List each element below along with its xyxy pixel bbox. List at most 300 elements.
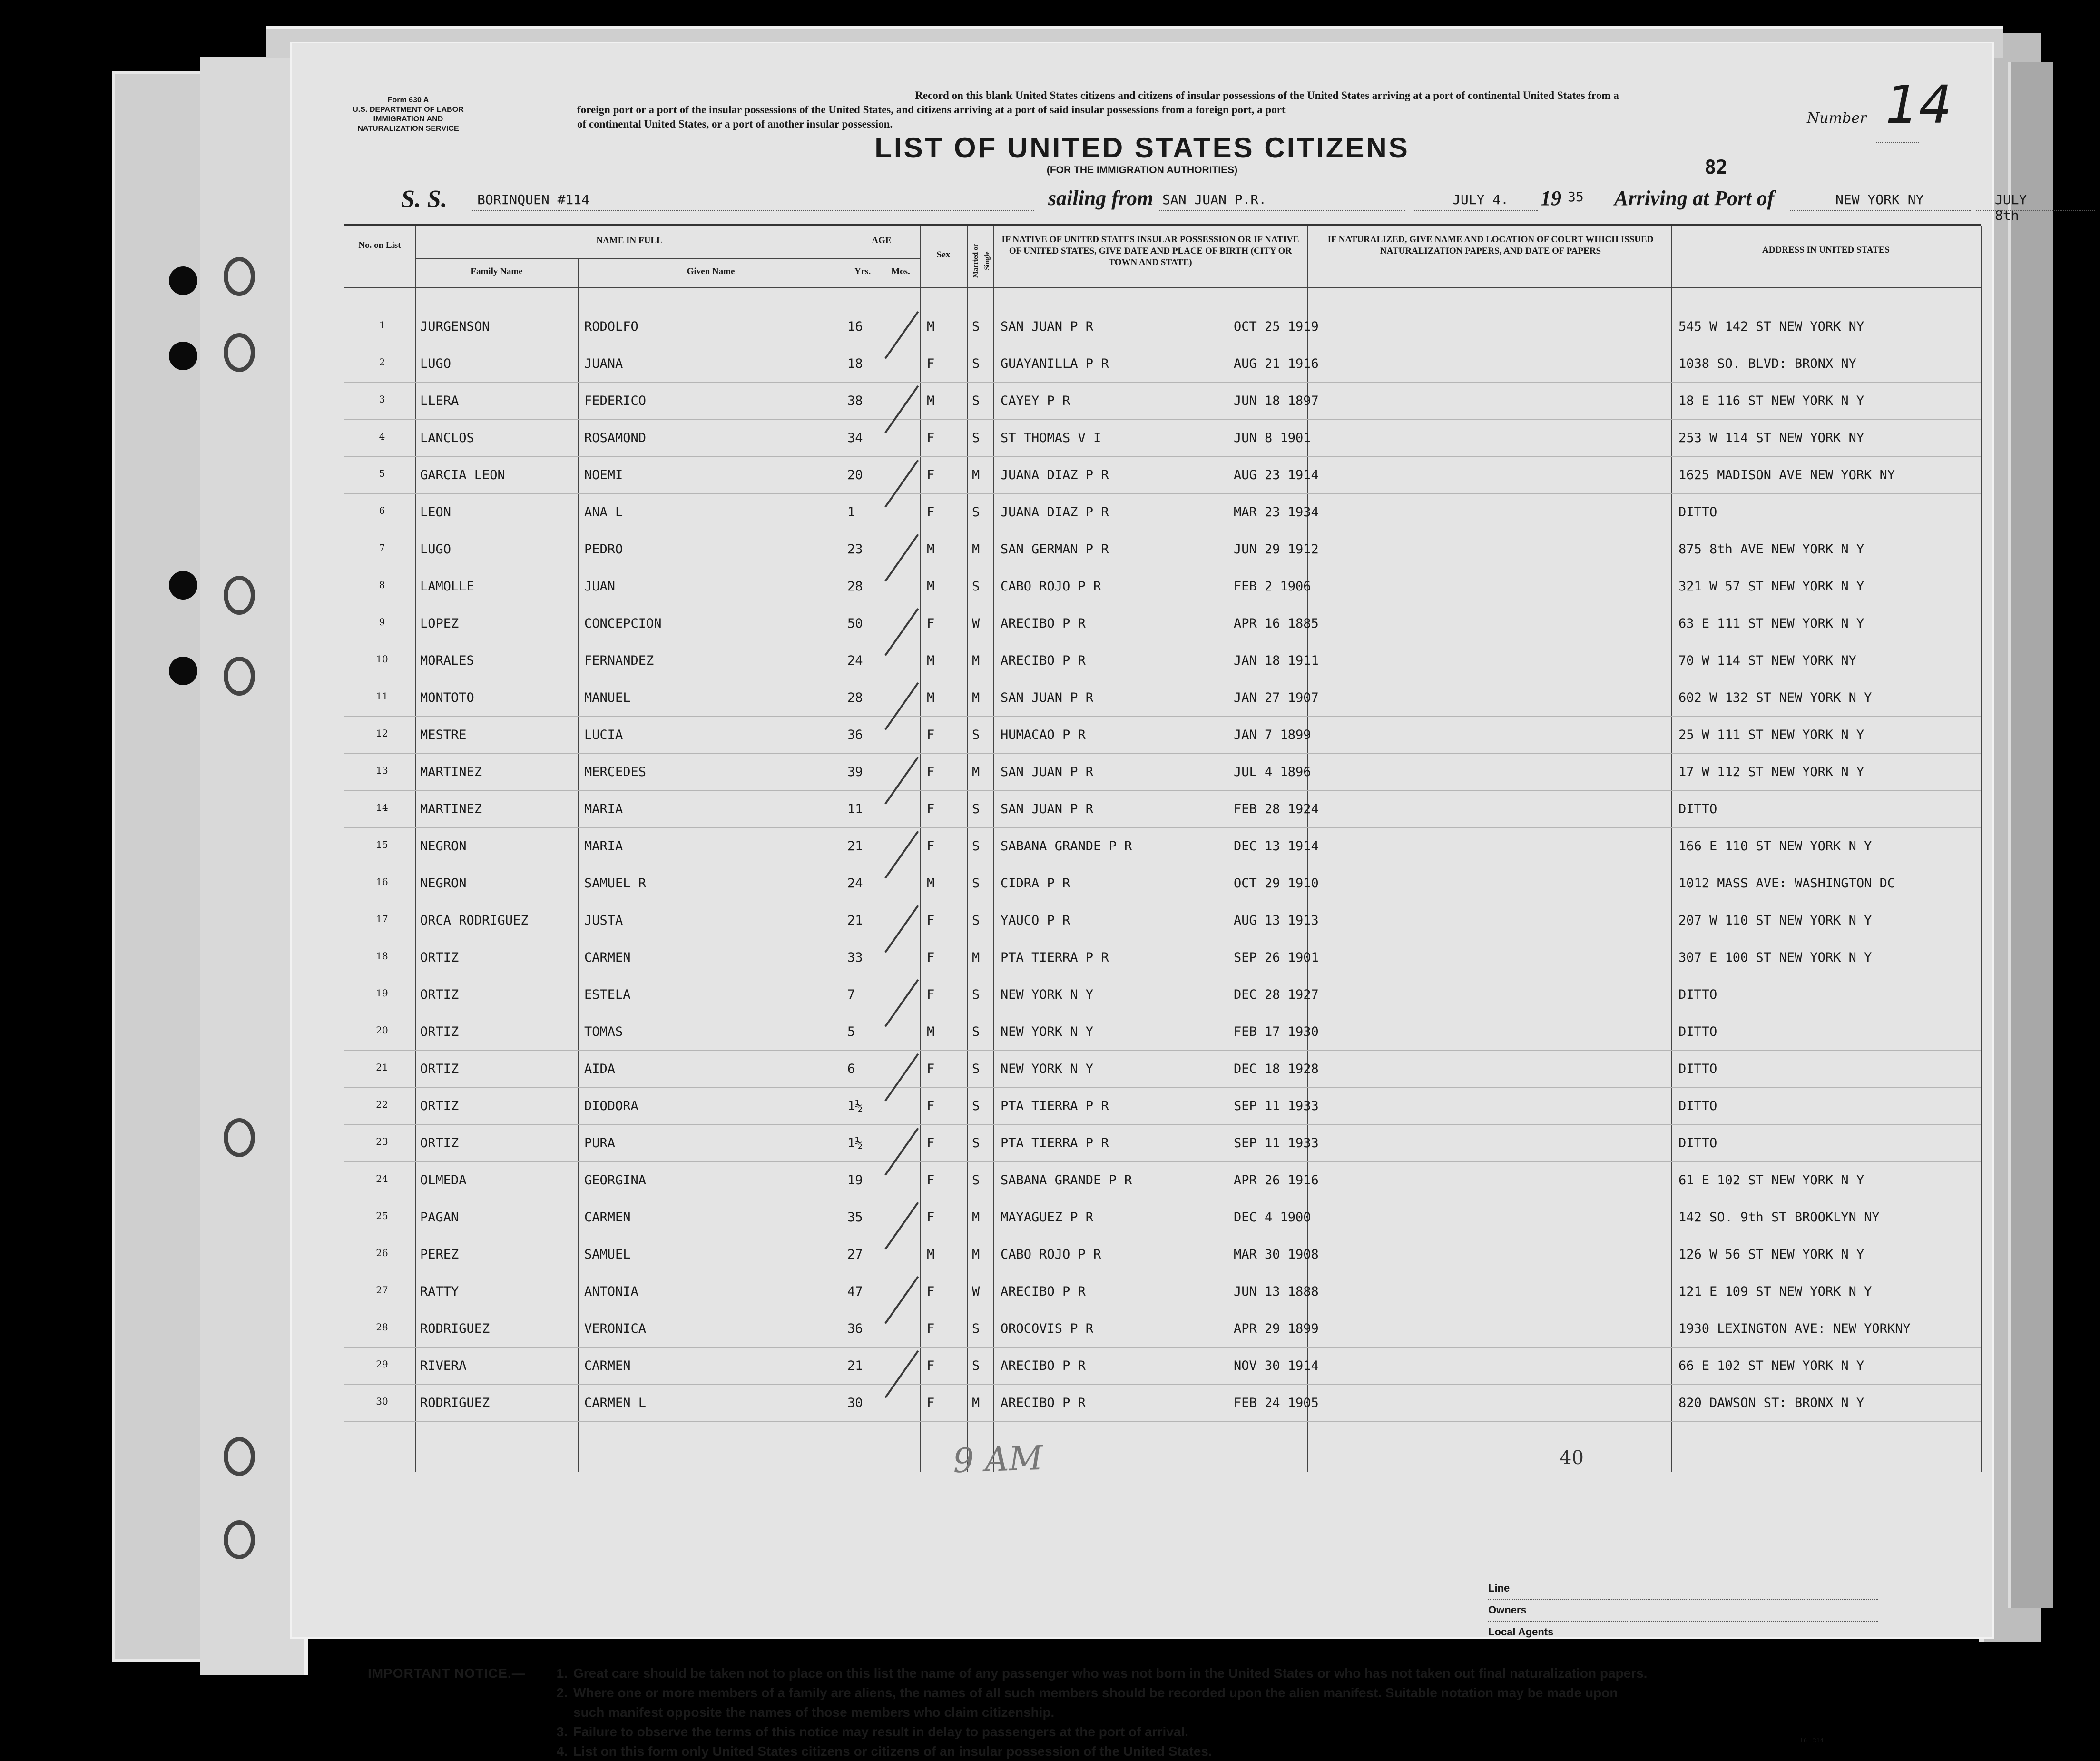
- ship-name: BORINQUEN #114: [477, 192, 590, 207]
- row-number: 27: [376, 1284, 388, 1296]
- marital-status: S: [972, 1062, 980, 1076]
- birth-place: SAN JUAN P R: [1001, 765, 1094, 779]
- sex: F: [927, 1358, 935, 1373]
- row-number: 19: [376, 987, 388, 999]
- age: 39: [847, 765, 863, 779]
- marital-status: S: [972, 394, 980, 408]
- birth-date: APR 16 1885: [1234, 616, 1319, 631]
- sex: M: [927, 653, 935, 668]
- birth-date: JUL 4 1896: [1234, 765, 1311, 779]
- marital-status: S: [972, 987, 980, 1002]
- given-name: MARIA: [584, 839, 623, 854]
- table-row: [344, 606, 1981, 643]
- family-name: LANCLOS: [420, 431, 474, 445]
- row-number: 21: [376, 1062, 388, 1073]
- notice-text: Great care should be taken not to place on this list the name of any passenger who was not born in the United States or who has not taken out final naturalization papers.: [573, 1666, 1648, 1681]
- table-row: [344, 1200, 1981, 1237]
- notice-number: 4.: [556, 1744, 568, 1759]
- line-label: Line: [1488, 1582, 1510, 1594]
- birth-place: JUANA DIAZ P R: [1001, 505, 1109, 520]
- form-instructions: [577, 89, 1957, 131]
- sex: F: [927, 1062, 935, 1076]
- marital-status: M: [972, 542, 980, 557]
- notice-text: such manifest opposite the names of those members who claim citizenship.: [573, 1705, 1055, 1720]
- given-name: CARMEN: [584, 1358, 631, 1373]
- birth-place: SAN JUAN P R: [1001, 319, 1094, 334]
- address: 1625 MADISON AVE NEW YORK NY: [1678, 468, 1895, 482]
- sex: F: [927, 1396, 935, 1410]
- birth-date: JUN 8 1901: [1234, 431, 1311, 445]
- given-name: LUCIA: [584, 728, 623, 742]
- marital-status: M: [972, 468, 980, 482]
- row-number: 3: [379, 394, 385, 405]
- department-name: U.S. DEPARTMENT OF LABOR: [353, 106, 464, 114]
- header-bottom: [344, 287, 1981, 288]
- departure-port: SAN JUAN P.R.: [1162, 192, 1267, 207]
- birth-date: DEC 18 1928: [1234, 1062, 1319, 1076]
- marital-status: S: [972, 802, 980, 817]
- binder-hole: [169, 342, 197, 370]
- row-rule: [344, 1384, 1981, 1385]
- address: DITTO: [1678, 1062, 1717, 1076]
- address: 602 W 132 ST NEW YORK N Y: [1678, 690, 1872, 705]
- service-name: NATURALIZATION SERVICE: [357, 125, 459, 133]
- birth-date: DEC 4 1900: [1234, 1210, 1311, 1225]
- number-label: Number: [1807, 110, 1867, 127]
- address: DITTO: [1678, 1024, 1717, 1039]
- sex: M: [927, 579, 935, 594]
- address: 820 DAWSON ST: BRONX N Y: [1678, 1396, 1864, 1410]
- header-family-name: Family Name: [471, 266, 523, 276]
- family-name: OLMEDA: [420, 1173, 467, 1188]
- row-rule: [344, 1161, 1981, 1162]
- given-name: VERONICA: [584, 1321, 647, 1336]
- row-rule: [344, 1050, 1981, 1051]
- row-rule: [344, 419, 1981, 420]
- birth-date: DEC 13 1914: [1234, 839, 1319, 854]
- notice-item: [368, 1683, 1938, 1702]
- birth-place: MAYAGUEZ P R: [1001, 1210, 1094, 1225]
- birth-date: AUG 13 1913: [1234, 913, 1319, 928]
- birth-place: PTA TIERRA P R: [1001, 950, 1109, 965]
- given-name: TOMAS: [584, 1024, 623, 1039]
- family-name: ORTIZ: [420, 1136, 459, 1151]
- instruction-line: Record on this blank United States citizens and citizens of insular possessions of the United States arriving at a port of continental United States from a: [915, 89, 1619, 101]
- instruction-line: of continental United States, or a port of another insular possession.: [577, 118, 893, 130]
- sex: F: [927, 728, 935, 742]
- sex: F: [927, 616, 935, 631]
- address: 63 E 111 ST NEW YORK N Y: [1678, 616, 1864, 631]
- binder-hole: [169, 266, 197, 295]
- given-name: AIDA: [584, 1062, 616, 1076]
- marital-status: S: [972, 431, 980, 445]
- age: 21: [847, 1358, 863, 1373]
- binder-ring: [224, 1520, 255, 1559]
- row-number: 23: [376, 1136, 388, 1147]
- table-row: [344, 754, 1981, 791]
- given-name: ROSAMOND: [584, 431, 647, 445]
- given-name: GEORGINA: [584, 1173, 647, 1188]
- underline: [472, 210, 1034, 211]
- birth-place: ST THOMAS V I: [1001, 431, 1101, 445]
- row-number: 15: [376, 839, 388, 850]
- row-rule: [344, 1124, 1981, 1125]
- table-row: [344, 346, 1981, 383]
- marital-status: M: [972, 653, 980, 668]
- sex: F: [927, 468, 935, 482]
- birth-place: SAN GERMAN P R: [1001, 542, 1109, 557]
- birth-date: FEB 17 1930: [1234, 1024, 1319, 1039]
- address: 66 E 102 ST NEW YORK N Y: [1678, 1358, 1864, 1373]
- binder-ring: [224, 657, 255, 696]
- row-number: 28: [376, 1321, 388, 1333]
- age: 28: [847, 579, 863, 594]
- header-address: ADDRESS IN UNITED STATES: [1762, 245, 1890, 255]
- address: DITTO: [1678, 987, 1717, 1002]
- marital-status: S: [972, 1321, 980, 1336]
- birth-place: ARECIBO P R: [1001, 1358, 1086, 1373]
- table-row: [344, 1051, 1981, 1088]
- family-name: ORTIZ: [420, 1062, 459, 1076]
- header-sex: Sex: [936, 250, 951, 260]
- row-number: 1: [379, 319, 385, 331]
- header-married-single: Married or Single: [972, 243, 991, 278]
- sex: F: [927, 1173, 935, 1188]
- row-rule: [344, 493, 1981, 494]
- sex: M: [927, 690, 935, 705]
- table-row: [344, 940, 1981, 977]
- row-rule: [344, 1087, 1981, 1088]
- notice-text: Failure to observe the terms of this notice may result in delay to passengers at the port of arrival.: [573, 1724, 1189, 1739]
- total-count: 40: [1560, 1447, 1584, 1469]
- birth-place: HUMACAO P R: [1001, 728, 1086, 742]
- background-page-edge: [2008, 62, 2053, 1608]
- address: 18 E 116 ST NEW YORK N Y: [1678, 394, 1864, 408]
- birth-place: NEW YORK N Y: [1001, 1024, 1094, 1039]
- birth-place: SAN JUAN P R: [1001, 690, 1094, 705]
- row-number: 26: [376, 1247, 388, 1259]
- table-row: [344, 903, 1981, 940]
- birth-place: ARECIBO P R: [1001, 1396, 1086, 1410]
- marital-status: S: [972, 579, 980, 594]
- table-row: [344, 680, 1981, 717]
- table-row: [344, 717, 1981, 754]
- header-name-in-full: NAME IN FULL: [596, 236, 663, 246]
- address: DITTO: [1678, 802, 1717, 817]
- address: 1012 MASS AVE: WASHINGTON DC: [1678, 876, 1895, 891]
- row-number: 16: [376, 876, 388, 887]
- birth-date: OCT 25 1919: [1234, 319, 1319, 334]
- birth-date: NOV 30 1914: [1234, 1358, 1319, 1373]
- birth-date: JUN 18 1897: [1234, 394, 1319, 408]
- birth-date: DEC 28 1927: [1234, 987, 1319, 1002]
- address: 307 E 100 ST NEW YORK N Y: [1678, 950, 1872, 965]
- sex: F: [927, 987, 935, 1002]
- birth-date: JAN 27 1907: [1234, 690, 1319, 705]
- family-name: PAGAN: [420, 1210, 459, 1225]
- address: 1930 LEXINGTON AVE: NEW YORKNY: [1678, 1321, 1911, 1336]
- family-name: MONTOTO: [420, 690, 474, 705]
- table-row: [344, 531, 1981, 569]
- age: 16: [847, 319, 863, 334]
- address: 253 W 114 ST NEW YORK NY: [1678, 431, 1864, 445]
- sex: F: [927, 802, 935, 817]
- family-name: ORTIZ: [420, 950, 459, 965]
- birth-date: FEB 2 1906: [1234, 579, 1311, 594]
- birth-place: NEW YORK N Y: [1001, 1062, 1094, 1076]
- header-divider: [844, 258, 920, 259]
- age: 1½: [847, 1136, 863, 1151]
- family-name: LOPEZ: [420, 616, 459, 631]
- row-number: 5: [379, 468, 385, 479]
- birth-date: JAN 7 1899: [1234, 728, 1311, 742]
- family-name: RIVERA: [420, 1358, 467, 1373]
- row-number: 18: [376, 950, 388, 962]
- notice-indent: [368, 1722, 539, 1741]
- row-number: 24: [376, 1173, 388, 1184]
- service-name: IMMIGRATION AND: [373, 115, 443, 123]
- table-row: [344, 1014, 1981, 1051]
- row-number: 25: [376, 1210, 388, 1221]
- binder-ring: [224, 1437, 255, 1476]
- notice-item: [368, 1663, 1938, 1683]
- notice-number: 3.: [556, 1724, 568, 1739]
- age: 24: [847, 876, 863, 891]
- family-name: MESTRE: [420, 728, 467, 742]
- sex: F: [927, 1210, 935, 1225]
- sex: M: [927, 1024, 935, 1039]
- notice-item: [368, 1722, 1938, 1741]
- underline: [1414, 210, 1538, 211]
- birth-place: ARECIBO P R: [1001, 616, 1086, 631]
- family-name: MORALES: [420, 653, 474, 668]
- row-number: 30: [376, 1396, 388, 1407]
- given-name: JUSTA: [584, 913, 623, 928]
- family-name: RODRIGUEZ: [420, 1321, 490, 1336]
- given-name: CONCEPCION: [584, 616, 662, 631]
- age: 20: [847, 468, 863, 482]
- important-notice: [368, 1663, 1938, 1761]
- row-rule: [344, 1421, 1981, 1422]
- sex: M: [927, 319, 935, 334]
- given-name: PURA: [584, 1136, 616, 1151]
- family-name: ORCA RODRIGUEZ: [420, 913, 529, 928]
- table-row: [344, 866, 1981, 903]
- address: 25 W 111 ST NEW YORK N Y: [1678, 728, 1864, 742]
- birth-date: APR 26 1916: [1234, 1173, 1319, 1188]
- given-name: RODOLFO: [584, 319, 638, 334]
- family-name: LEON: [420, 505, 451, 520]
- row-rule: [344, 753, 1981, 754]
- family-name: NEGRON: [420, 839, 467, 854]
- header-naturalized: IF NATURALIZED, GIVE NAME AND LOCATION OF COURT WHICH ISSUED NATURALIZATION PAPERS, AND DATE OF PAPERS: [1327, 235, 1654, 256]
- given-name: FERNANDEZ: [584, 653, 654, 668]
- binder-hole: [169, 657, 197, 685]
- family-name: ORTIZ: [420, 987, 459, 1002]
- address: 17 W 112 ST NEW YORK N Y: [1678, 765, 1864, 779]
- table-row: [344, 457, 1981, 494]
- table-row: [344, 1311, 1981, 1348]
- row-number: 4: [379, 431, 385, 442]
- address: 875 8th AVE NEW YORK N Y: [1678, 542, 1864, 557]
- family-name: GARCIA LEON: [420, 468, 505, 482]
- row-number: 8: [379, 579, 385, 590]
- given-name: ANTONIA: [584, 1284, 638, 1299]
- sex: M: [927, 542, 935, 557]
- sex: F: [927, 1099, 935, 1113]
- page-stamp: 82: [1705, 157, 1728, 178]
- age: 36: [847, 1321, 863, 1336]
- list-number: 14: [1885, 74, 1952, 135]
- address: 207 W 110 ST NEW YORK N Y: [1678, 913, 1872, 928]
- marital-status: W: [972, 1284, 980, 1299]
- header-no-on-list: No. on List: [358, 240, 401, 250]
- birth-place: CABO ROJO P R: [1001, 1247, 1101, 1262]
- given-name: MERCEDES: [584, 765, 647, 779]
- address: 166 E 110 ST NEW YORK N Y: [1678, 839, 1872, 854]
- given-name: ESTELA: [584, 987, 631, 1002]
- family-name: PEREZ: [420, 1247, 459, 1262]
- birth-date: MAR 30 1908: [1234, 1247, 1319, 1262]
- row-rule: [344, 1347, 1981, 1348]
- row-number: 9: [379, 616, 385, 628]
- arrival-date: JULY 8th: [1995, 192, 2027, 223]
- binder-ring: [224, 333, 255, 372]
- notice-number: [539, 1702, 573, 1722]
- row-number: 22: [376, 1099, 388, 1110]
- line-field: [1488, 1578, 1878, 1600]
- binder-ring: [224, 576, 255, 615]
- age: 19: [847, 1173, 863, 1188]
- marital-status: S: [972, 876, 980, 891]
- sex: M: [927, 394, 935, 408]
- sex: M: [927, 876, 935, 891]
- notice-list: [368, 1663, 1938, 1761]
- age: 34: [847, 431, 863, 445]
- birth-place: OROCOVIS P R: [1001, 1321, 1094, 1336]
- row-number: 11: [376, 690, 388, 702]
- age: 11: [847, 802, 863, 817]
- birth-date: JAN 18 1911: [1234, 653, 1319, 668]
- age: 30: [847, 1396, 863, 1410]
- family-name: RATTY: [420, 1284, 459, 1299]
- row-number: 14: [376, 802, 388, 813]
- birth-place: GUAYANILLA P R: [1001, 356, 1109, 371]
- row-rule: [344, 716, 1981, 717]
- row-number: 12: [376, 728, 388, 739]
- sex: F: [927, 839, 935, 854]
- row-rule: [344, 456, 1981, 457]
- family-name: MARTINEZ: [420, 802, 482, 817]
- citizens-table: [344, 224, 1981, 1472]
- table-row: [344, 1274, 1981, 1311]
- sex: F: [927, 431, 935, 445]
- table-row: [344, 977, 1981, 1014]
- departure-year: 35: [1568, 189, 1584, 205]
- sex: F: [927, 1284, 935, 1299]
- underline: [1158, 210, 1405, 211]
- family-name: RODRIGUEZ: [420, 1396, 490, 1410]
- row-number: 10: [376, 653, 388, 665]
- row-number: 29: [376, 1358, 388, 1370]
- notice-indent: [368, 1702, 539, 1722]
- birth-date: FEB 28 1924: [1234, 802, 1319, 817]
- sex: F: [927, 1321, 935, 1336]
- birth-place: ARECIBO P R: [1001, 653, 1086, 668]
- birth-date: AUG 21 1916: [1234, 356, 1319, 371]
- header-given-name: Given Name: [687, 266, 735, 276]
- row-rule: [344, 790, 1981, 791]
- header-birthplace: IF NATIVE OF UNITED STATES INSULAR POSSESSION OR IF NATIVE OF UNITED STATES, GIVE DATE AND PLACE OF BIRTH (CITY OR TOWN AND STATE): [1001, 235, 1299, 267]
- age: 35: [847, 1210, 863, 1225]
- age: 47: [847, 1284, 863, 1299]
- marital-status: S: [972, 1358, 980, 1373]
- notice-indent: [368, 1683, 539, 1702]
- age: 28: [847, 690, 863, 705]
- notice-item: [368, 1702, 1938, 1722]
- age: 5: [847, 1024, 855, 1039]
- binder-hole: [169, 571, 197, 600]
- birth-place: SAN JUAN P R: [1001, 802, 1094, 817]
- notice-text: Where one or more members of a family are aliens, the names of all such members should be recorded upon the alien manifest. Suitable notation may be made upon: [573, 1685, 1618, 1700]
- family-name: ORTIZ: [420, 1024, 459, 1039]
- given-name: FEDERICO: [584, 394, 647, 408]
- marital-status: S: [972, 505, 980, 520]
- address: DITTO: [1678, 1136, 1717, 1151]
- row-number: 2: [379, 356, 385, 368]
- birth-date: JUN 13 1888: [1234, 1284, 1319, 1299]
- birth-place: SABANA GRANDE P R: [1001, 1173, 1132, 1188]
- age: 38: [847, 394, 863, 408]
- address: 321 W 57 ST NEW YORK N Y: [1678, 579, 1864, 594]
- birth-place: PTA TIERRA P R: [1001, 1099, 1109, 1113]
- marital-status: S: [972, 1099, 980, 1113]
- address: DITTO: [1678, 1099, 1717, 1113]
- marital-status: W: [972, 616, 980, 631]
- family-name: LLERA: [420, 394, 459, 408]
- page-subtitle: (FOR THE IMMIGRATION AUTHORITIES): [1046, 165, 1238, 176]
- given-name: SAMUEL R: [584, 876, 647, 891]
- marital-status: M: [972, 1247, 980, 1262]
- row-number: 13: [376, 765, 388, 776]
- age: 36: [847, 728, 863, 742]
- underline: [1976, 210, 2095, 211]
- birth-place: CIDRA P R: [1001, 876, 1070, 891]
- arriving-label: Arriving at Port of: [1614, 187, 1775, 210]
- marital-status: S: [972, 728, 980, 742]
- marital-status: S: [972, 319, 980, 334]
- binder-ring: [224, 1118, 255, 1157]
- birth-place: ARECIBO P R: [1001, 1284, 1086, 1299]
- row-number: 20: [376, 1024, 388, 1036]
- given-name: MANUEL: [584, 690, 631, 705]
- table-row: [344, 383, 1981, 420]
- notice-heading: IMPORTANT NOTICE.—: [368, 1666, 526, 1681]
- row-rule: [344, 382, 1981, 383]
- birth-place: CABO ROJO P R: [1001, 579, 1101, 594]
- family-name: ORTIZ: [420, 1099, 459, 1113]
- footer-fields: [1488, 1578, 1878, 1643]
- given-name: JUANA: [584, 356, 623, 371]
- sex: F: [927, 913, 935, 928]
- family-name: MARTINEZ: [420, 765, 482, 779]
- header-age: AGE: [872, 236, 892, 246]
- table-row: [344, 828, 1981, 866]
- table-row: [344, 309, 1981, 346]
- marital-status: M: [972, 950, 980, 965]
- address: DITTO: [1678, 505, 1717, 520]
- owners-field: [1488, 1600, 1878, 1622]
